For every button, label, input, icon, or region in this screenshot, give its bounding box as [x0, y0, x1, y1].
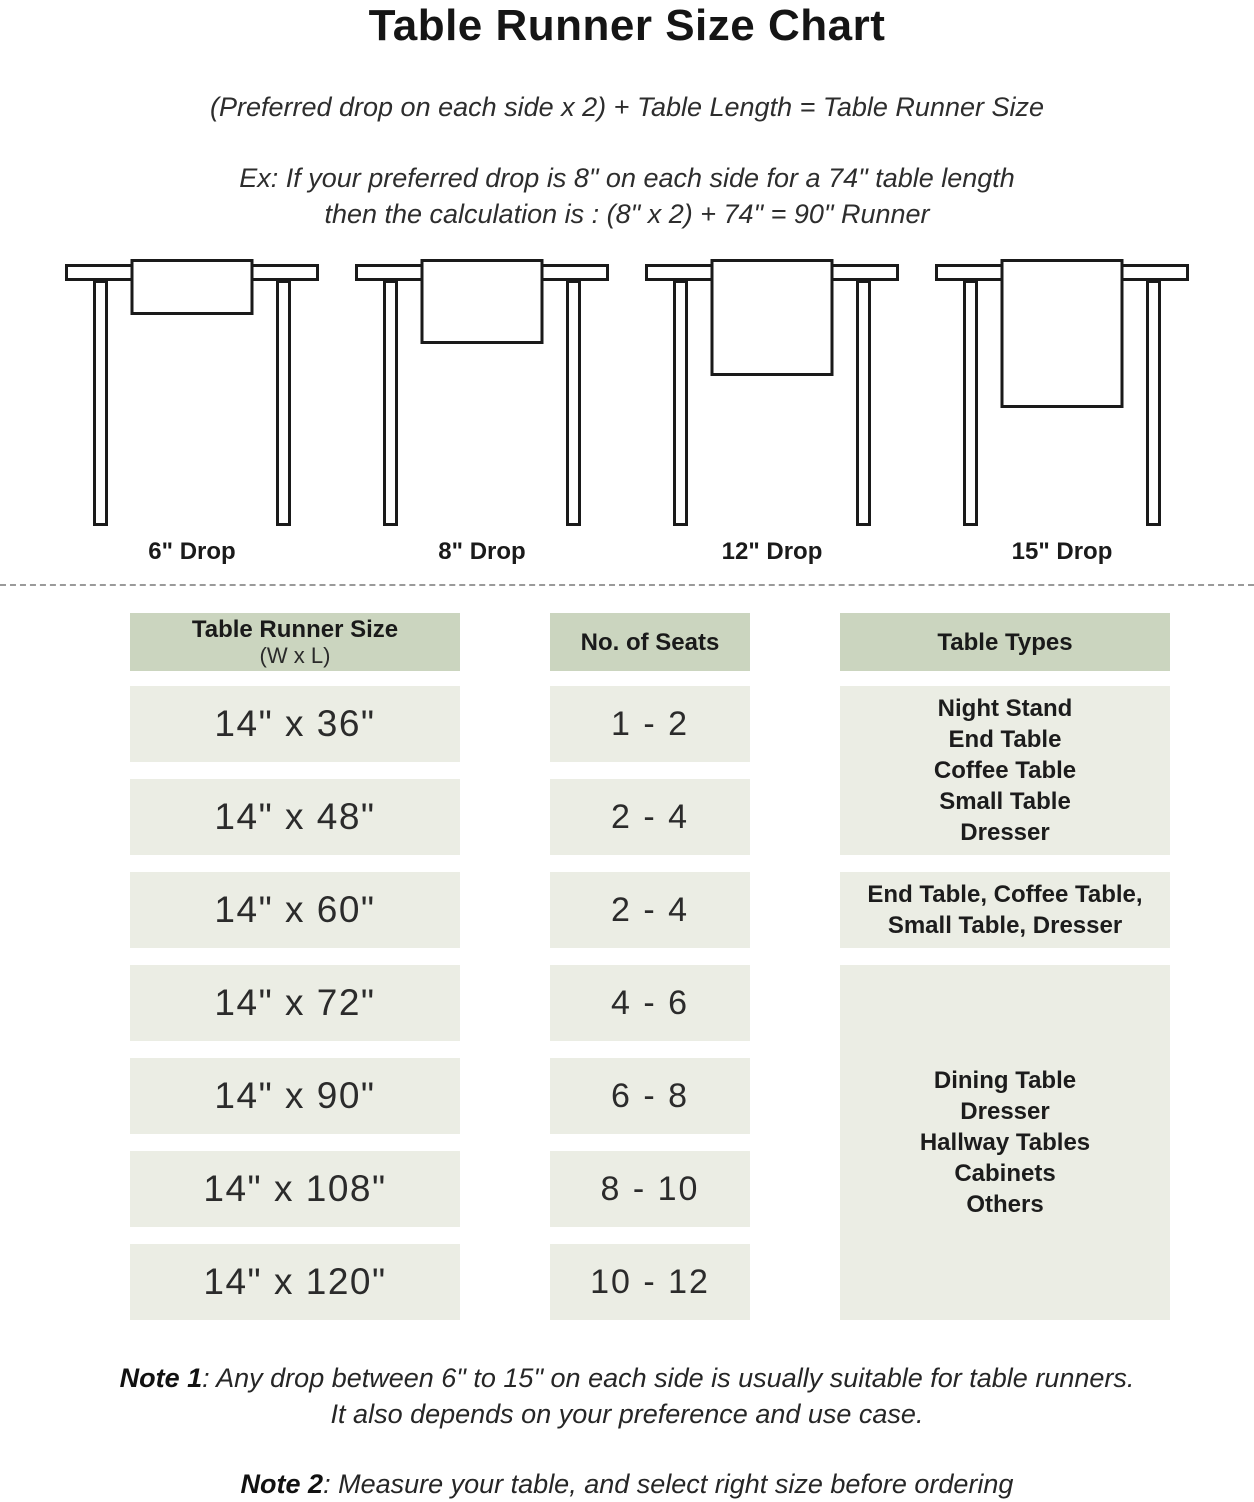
example-line-2: then the calculation is : (8" x 2) + 74" = 90" Runner — [324, 199, 930, 229]
column-seats — [550, 613, 750, 1320]
table-illustration — [636, 252, 908, 526]
size-cell: 14" x 48" — [130, 779, 460, 855]
drop-illustrations — [0, 252, 1254, 566]
column-table-types — [840, 613, 1170, 1320]
note-1 — [0, 1360, 1254, 1432]
drop-figure-12in — [636, 252, 908, 566]
table-leg — [276, 280, 291, 526]
runner-shape — [131, 259, 254, 315]
seats-cell: 1 - 2 — [550, 686, 750, 762]
note-1-line-2: It also depends on your preference and use case. — [330, 1399, 924, 1429]
note-1-line-1: Note 1: Any drop between 6" to 15" on each side is usually suitable for table runners. — [119, 1363, 1135, 1393]
seats-cell: 6 - 8 — [550, 1058, 750, 1134]
size-cell: 14" x 36" — [130, 686, 460, 762]
drop-label: 8" Drop — [438, 538, 526, 565]
table-leg — [566, 280, 581, 526]
note-1-label: Note 1 — [119, 1363, 203, 1393]
header-subtitle: (W x L) — [259, 643, 331, 668]
table-types-group-1: Night Stand End Table Coffee Table Small Table Dresser — [840, 686, 1170, 855]
column-header-table-types — [840, 613, 1170, 671]
drop-figure-15in — [926, 252, 1198, 566]
size-cell: 14" x 60" — [130, 872, 460, 948]
drop-figure-8in — [346, 252, 618, 566]
header-title: Table Runner Size — [191, 616, 399, 643]
size-cell: 14" x 108" — [130, 1151, 460, 1227]
table-leg — [963, 280, 978, 526]
size-cell: 14" x 72" — [130, 965, 460, 1041]
column-header-seats — [550, 613, 750, 671]
example-text — [0, 160, 1254, 232]
table-types-group-2: End Table, Coffee Table, Small Table, Dresser — [840, 872, 1170, 948]
seats-cell: 4 - 6 — [550, 965, 750, 1041]
size-cell: 14" x 90" — [130, 1058, 460, 1134]
table-leg — [1146, 280, 1161, 526]
table-leg — [856, 280, 871, 526]
column-header-runner-size — [130, 613, 460, 671]
table-illustration — [56, 252, 328, 526]
seats-cell: 10 - 12 — [550, 1244, 750, 1320]
drop-figure-6in — [56, 252, 328, 566]
table-illustration — [346, 252, 618, 526]
table-leg — [93, 280, 108, 526]
seats-cell: 8 - 10 — [550, 1151, 750, 1227]
note-2-label: Note 2 — [240, 1469, 324, 1499]
runner-shape — [421, 259, 544, 344]
runner-shape — [1001, 259, 1124, 408]
drop-label: 12" Drop — [721, 538, 823, 565]
table-leg — [383, 280, 398, 526]
page-title: Table Runner Size Chart — [368, 1, 886, 50]
table-leg — [673, 280, 688, 526]
drop-label: 15" Drop — [1011, 538, 1113, 565]
formula-text: (Preferred drop on each side x 2) + Table Length = Table Runner Size — [209, 92, 1045, 122]
table-illustration — [926, 252, 1198, 526]
seats-cell: 2 - 4 — [550, 872, 750, 948]
drop-label: 6" Drop — [148, 538, 236, 565]
size-table — [0, 613, 1254, 1320]
table-types-group-3: Dining Table Dresser Hallway Tables Cabinets Others — [840, 965, 1170, 1320]
example-line-1: Ex: If your preferred drop is 8" on each side for a 74" table length — [239, 163, 1015, 193]
header-title: Table Types — [937, 628, 1073, 656]
runner-shape — [711, 259, 834, 376]
header-title: No. of Seats — [580, 628, 720, 656]
column-runner-size — [130, 613, 460, 1320]
seats-cell: 2 - 4 — [550, 779, 750, 855]
size-cell: 14" x 120" — [130, 1244, 460, 1320]
dashed-divider — [0, 584, 1254, 586]
note-2: Note 2: Measure your table, and select right size before ordering — [240, 1469, 1014, 1499]
